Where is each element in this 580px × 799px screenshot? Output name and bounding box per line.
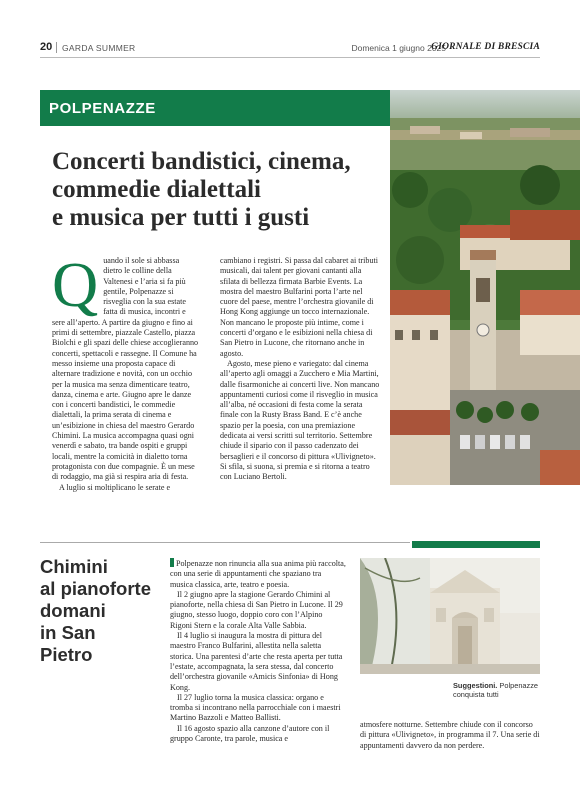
caption-bold: Suggestioni. [453, 681, 498, 690]
sidebar-continuation [360, 720, 540, 751]
sidebar-paragraph: atmosfere notturne. Settembre chiude con il concorso di pittura «Ulivigneto», in programma il 7. Una serie di appuntamenti davvero da non perdere. [360, 720, 540, 750]
newspaper-name: GIORNALE DI BRESCIA [431, 42, 540, 52]
caption-text: Polpenazze conquista tutti [453, 681, 539, 700]
lead-marker [170, 558, 174, 567]
paragraph-text: Polpenazze non rinuncia alla sua anima più raccolta, con una serie di appuntamenti che spaziano tra musica classica, arte, teatro e poesia. [170, 559, 346, 589]
article-paragraph: Agosto, mese pieno e variegato: dal cinema all’aperto agli omaggi a Zucchero e Mia Martini, dalle fisarmoniche ai concerti live. Non mancano appuntamenti curiosi come il risveglio in musica all’alba, né occasioni di festa come la serata finale con la Rusty Brass Band. E c’è anche spazio per la poesia, con una premiazione dedicata ai versi scritti sul territorio. Settembre chiude il sipario con il passo cadenzato dei bersaglieri e il concorso di pittura «Ulivigneto». Si sfila, si suona, si premia e si ritorna a teatro con Luciano Bertoli. [220, 358, 380, 482]
main-headline [52, 148, 382, 232]
article-column-2 [220, 256, 380, 483]
paragraph-text: uando il sole si abbassa dietro le colline della Valtenesi e l’aria si fa più gentile, Polpenazze si risveglia con la sua estate fatta di musica, incontri e sere all’aperto. A partire da giugno e fino ai primi di settembre, piazzale Castello, piazza Biolchi e gli spazi delle chiese accoglieranno concerti, spettacoli e rassegne. Il Comune ha messo insieme una proposta capace di alternare tradizione e novità, con un occhio per la musica ma senza dimenticare teatro, danza, cinema e arte. Giugno apre le danze con i concerti bandistici, le commedie dialettali, la prima serata di cinema e un’esibizione in chiesa del maestro Gerardo Chimini. La musica accompagna quasi ogni venerdì e sabato, tra bande ospiti e gruppi locali, mentre la comicità in dialetto torna protagonista con due compagnie. È un mese di rodaggio, ma già si respira aria di festa. [52, 256, 199, 482]
drop-cap: Q [52, 249, 99, 320]
sidebar-paragraph: Il 2 giugno apre la stagione Gerardo Chimini al pianoforte, nella chiesa di San Pietro in Lucone. Il 29 giugno, stesso luogo, doppio coro con l’Alpino Rigoni Stern e la corale Alta Valle Sabbia. [170, 589, 343, 630]
article-paragraph: cambiano i registri. Si passa dal cabaret ai tributi musicali, dai talent per giovani cantanti alla sfilata di bellezza firmata Barbie Events. La mostra del maestro Bulfarini porta l’arte nel cuore del paese, mentre l’orchestra giovanile di Hong Kong aggiunge un tocco internazionale. Non mancano le proposte più intime, come i concerti d’organo e le esibizioni nella chiesa di San Pietro in Lucone, che ritornano anche in agosto. [220, 256, 379, 358]
accent-bar [412, 541, 540, 548]
title-line: in San Pietro [40, 622, 96, 665]
church-photo [360, 558, 540, 674]
sidebar-paragraph [170, 558, 346, 590]
headline-line: Concerti bandistici, cinema, [52, 148, 351, 175]
title-line: Chimini [40, 556, 108, 577]
article-column-1 [52, 249, 200, 493]
sidebar-paragraph: Il 4 luglio si inaugura la mostra di pittura del maestro Franco Bulfarini, allestita nella saletta storica. Una parentesi d’arte che resta aperta per tutta l’estate, accompagnata, la sera stessa, dal concerto dell’orchestra giovanile «Amicis Sinfonia» di Hong Kong. [170, 631, 343, 692]
header-separator [56, 42, 57, 53]
kicker-band [40, 90, 390, 126]
running-header [40, 40, 540, 56]
aerial-village-photo [390, 90, 580, 485]
issue-date: Domenica 1 giugno 2025 [351, 43, 446, 53]
title-line: al pianoforte [40, 578, 152, 599]
article-paragraph: A luglio si moltiplicano le serate e [59, 482, 171, 492]
header-rule [40, 57, 540, 58]
headline-line: commedie dialettali [52, 176, 261, 203]
photo-caption [453, 681, 543, 699]
sidebar-title [40, 556, 152, 666]
article-paragraph [52, 249, 200, 483]
page-number: 20 [40, 41, 53, 53]
sidebar-paragraph: Il 27 luglio torna la musica classica: organo e tromba si incontrano nella parrocchiale con i maestri Martino Bazzoli e Matteo Ballisti. [170, 692, 341, 723]
section-name: GARDA SUMMER [62, 43, 136, 53]
kicker-label: POLPENAZZE [49, 100, 156, 117]
title-line: domani [40, 600, 106, 621]
section-divider [40, 542, 410, 543]
sidebar-paragraph: Il 16 agosto spazio alla canzone d’autore con il gruppo Caronte, tra parole, musica e [170, 723, 330, 744]
headline-line: e musica per tutti i gusti [52, 204, 310, 231]
sidebar-text [170, 558, 346, 744]
